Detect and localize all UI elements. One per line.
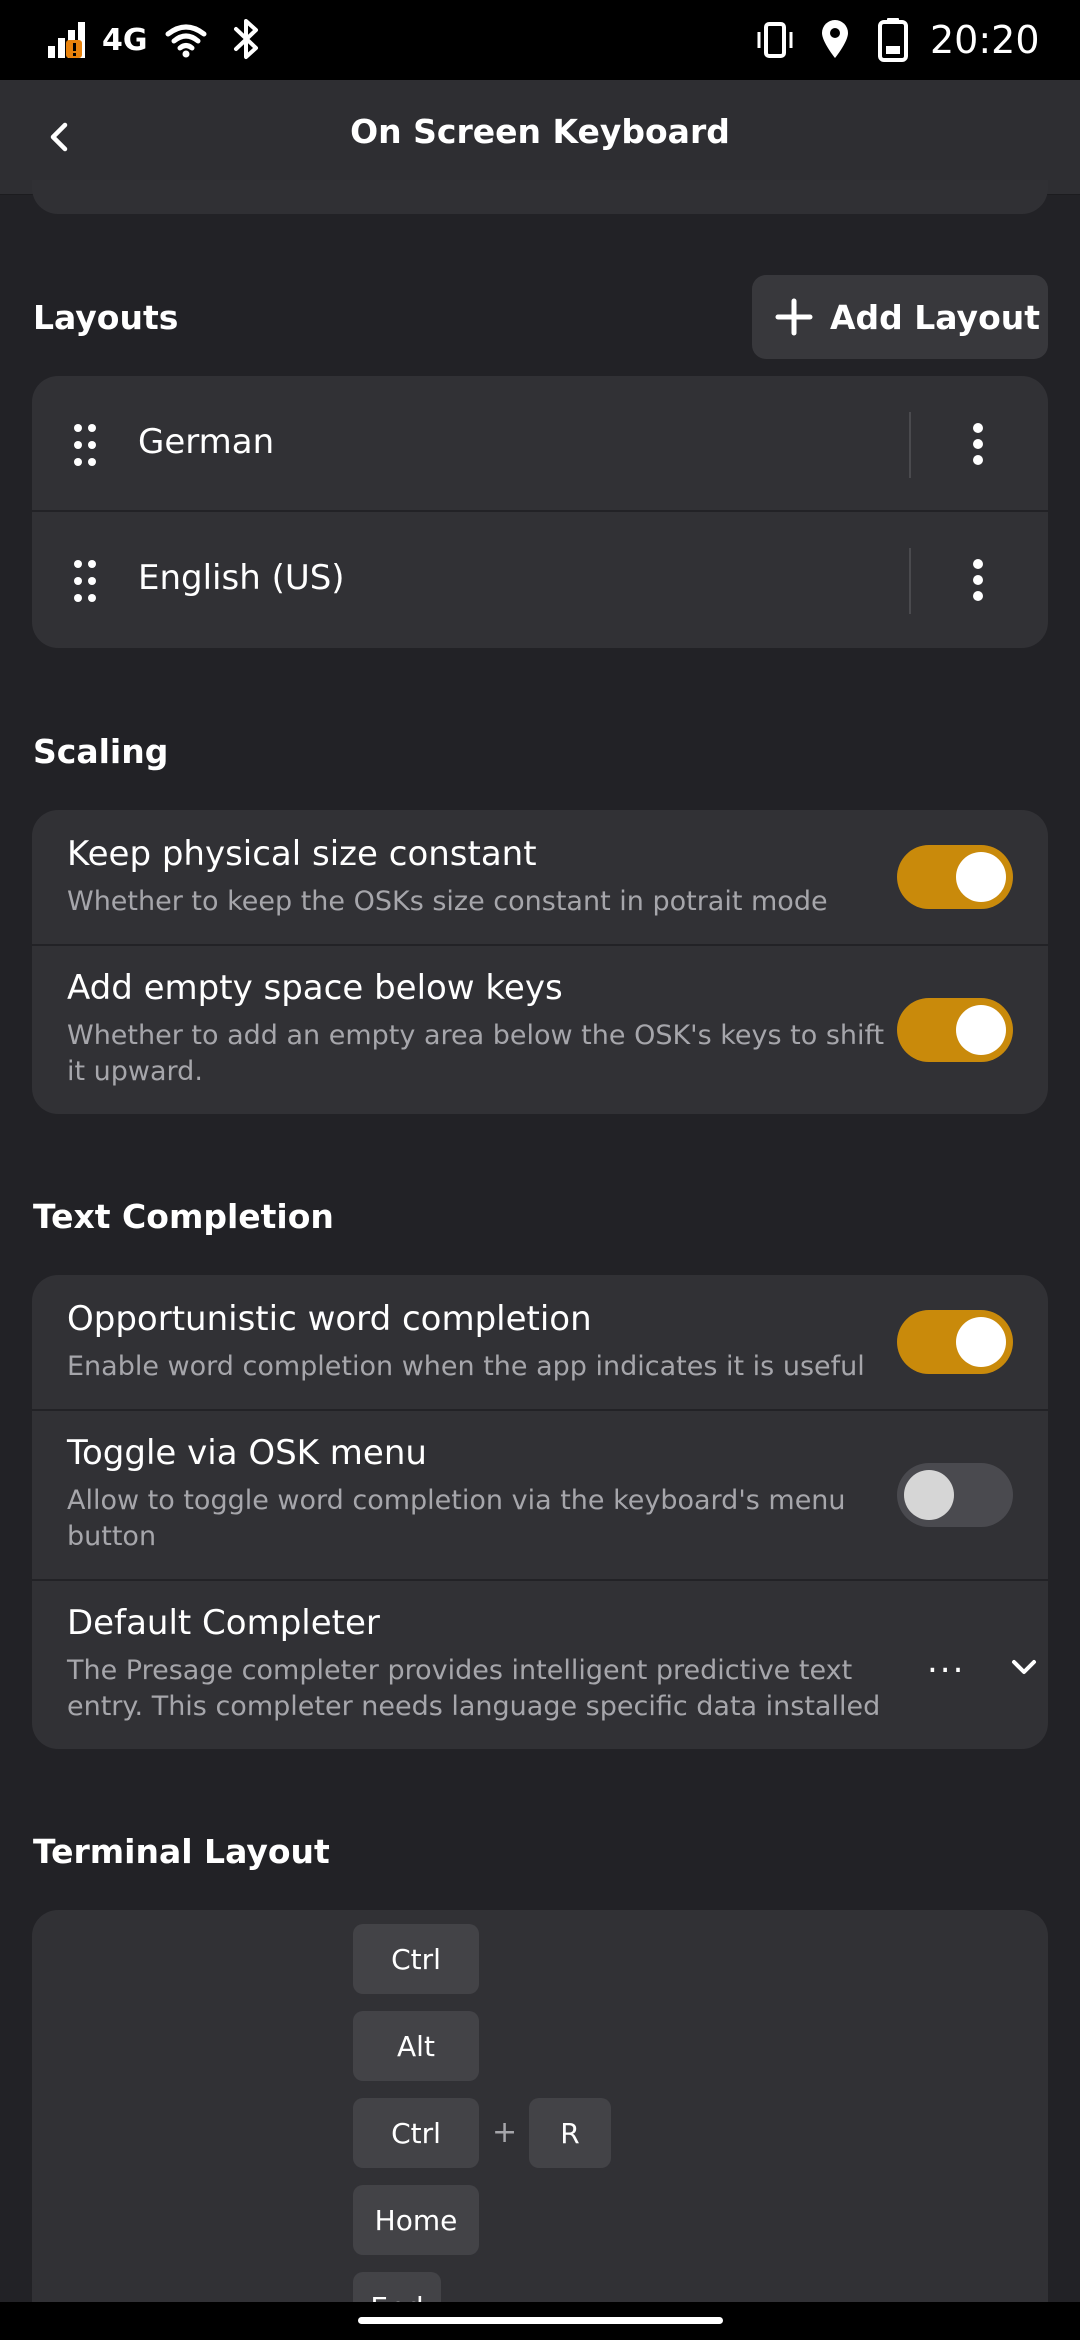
layout-row-english-us[interactable]	[32, 512, 1048, 648]
clock: 20:20	[930, 18, 1040, 62]
switch-knob	[956, 1005, 1006, 1055]
row-title: Keep physical size constant	[67, 834, 537, 874]
toggle-osk-row	[32, 1411, 1048, 1579]
row-subtitle: The Presage completer provides intelligent predictive text entry. This completer needs language specific data installed	[67, 1655, 881, 1722]
previous-card-edge	[32, 180, 1048, 214]
keep-size-row	[32, 810, 1048, 944]
terminal-layout-section-title: Terminal Layout	[33, 1832, 330, 1871]
drag-handle-icon[interactable]	[70, 420, 100, 470]
plus-icon	[774, 297, 814, 337]
more-vertical-icon	[971, 422, 985, 466]
bluetooth-icon	[228, 16, 264, 62]
layouts-section-title: Layouts	[33, 298, 179, 337]
empty-space-row	[32, 946, 1048, 1114]
key-r: R	[529, 2098, 611, 2168]
key-ctrl: Ctrl	[353, 1924, 479, 1994]
default-completer-row[interactable]	[32, 1581, 1048, 1749]
layout-name: English (US)	[138, 558, 345, 598]
network-type: 4G	[102, 22, 148, 58]
drag-handle-icon[interactable]	[70, 556, 100, 606]
text-completion-section-title: Text Completion	[33, 1197, 334, 1236]
battery-icon	[876, 16, 910, 64]
chevron-down-icon	[1009, 1652, 1039, 1682]
vibrate-icon	[754, 18, 796, 62]
expand-button[interactable]	[1002, 1645, 1046, 1689]
plus-sign: +	[492, 2115, 518, 2150]
scaling-card	[32, 810, 1048, 1114]
add-layout-button[interactable]	[752, 275, 1048, 359]
text-completion-card	[32, 1275, 1048, 1749]
key-alt: Alt	[353, 2011, 479, 2081]
empty-space-switch[interactable]	[897, 998, 1013, 1062]
divider	[909, 548, 911, 614]
divider	[909, 412, 911, 478]
switch-knob	[956, 1317, 1006, 1367]
add-layout-label: Add Layout	[830, 297, 1041, 337]
row-title: Toggle via OSK menu	[67, 1433, 427, 1473]
signal-icon	[46, 18, 90, 62]
header-bar	[0, 80, 1080, 195]
layout-menu-button[interactable]	[956, 550, 1000, 610]
row-subtitle: Allow to toggle word completion via the keyboard's menu button	[67, 1485, 846, 1552]
keep-size-switch[interactable]	[897, 845, 1013, 909]
terminal-layout-card	[32, 1910, 1048, 2340]
page-title: On Screen Keyboard	[350, 112, 730, 151]
row-title: Opportunistic word completion	[67, 1299, 592, 1339]
key-ctrl: Ctrl	[353, 2098, 479, 2168]
key-home: Home	[353, 2185, 479, 2255]
layouts-card	[32, 376, 1048, 648]
wifi-icon	[164, 18, 208, 62]
layout-name: German	[138, 422, 275, 462]
scaling-section-title: Scaling	[33, 732, 169, 771]
switch-knob	[904, 1470, 954, 1520]
opportunistic-row	[32, 1275, 1048, 1409]
location-icon	[818, 18, 852, 62]
completer-options-button[interactable]: ...	[927, 1641, 966, 1681]
home-indicator[interactable]	[358, 2317, 723, 2324]
layout-row-german[interactable]	[32, 376, 1048, 511]
switch-knob	[956, 852, 1006, 902]
layout-menu-button[interactable]	[956, 414, 1000, 474]
row-subtitle: Whether to add an empty area below the OSK's keys to shift it upward.	[67, 1020, 885, 1087]
toggle-osk-switch[interactable]	[897, 1463, 1013, 1527]
row-title: Default Completer	[67, 1603, 380, 1643]
row-subtitle: Whether to keep the OSKs size constant in potrait mode	[67, 886, 828, 917]
status-bar	[0, 0, 1080, 80]
more-vertical-icon	[971, 558, 985, 602]
row-subtitle: Enable word completion when the app indicates it is useful	[67, 1351, 865, 1382]
opportunistic-switch[interactable]	[897, 1310, 1013, 1374]
row-title: Add empty space below keys	[67, 968, 563, 1008]
